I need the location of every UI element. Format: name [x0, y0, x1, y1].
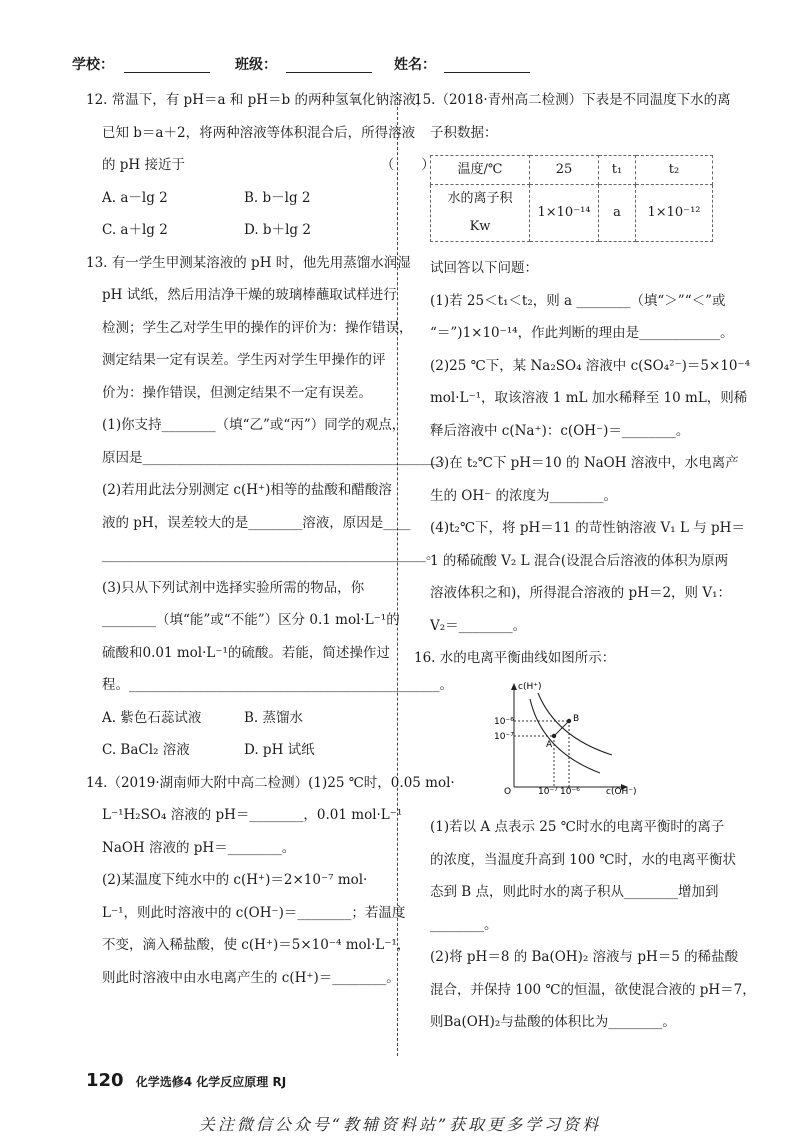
q16-line: (2)将 pH＝8 的 Ba(OH)₂ 溶液与 pH＝5 的稀盐酸 [430, 949, 739, 965]
table-cell: 温度/℃ [431, 156, 530, 185]
ionization-equilibrium-graph [494, 679, 644, 795]
y-tick-label: 10⁻⁶ [494, 716, 514, 727]
q12-line: 12. 常温下，有 pH＝a 和 pH＝b 的两种氢氧化钠溶液， [86, 92, 430, 108]
table-header-row [431, 156, 713, 185]
q14-line: L⁻¹H₂SO₄ 溶液的 pH＝________，0.01 mol·L⁻¹ [102, 807, 403, 823]
q15-line: 15.（2018·青州高二检测）下表是不同温度下水的离 [414, 92, 731, 108]
a-to-b-line [554, 721, 569, 736]
question-12 [86, 84, 435, 247]
q13-line: (1)你支持________（填“乙”或“丙”）同学的观点， [102, 417, 406, 433]
q13-option-d[interactable]: D. pH 试纸 [244, 742, 315, 758]
school-blank[interactable] [124, 72, 210, 73]
table-cell: t₂ [636, 156, 713, 185]
q14-line: NaOH 溶液的 pH＝________。 [102, 839, 296, 856]
q15-line: (1)若 25＜t₁＜t₂，则 a ________（填“＞”“＜”或 [430, 292, 726, 309]
q15-line: V₂＝________。 [430, 617, 527, 634]
y-tick-label: 10⁻⁷ [494, 731, 514, 742]
y-axis-arrow [511, 683, 517, 690]
q14-line: L⁻¹，则此时溶液中的 c(OH⁻)＝________；若温度 [102, 904, 406, 921]
q14-line: 则此时溶液中由水电离产生的 c(H⁺)＝________。 [102, 969, 400, 986]
q12-line: 已知 b＝a＋2，将两种溶液等体积混合后，所得溶液 [102, 124, 416, 141]
page-number: 120 [86, 1070, 124, 1091]
table-cell: 水的离子积 Kw [431, 185, 530, 242]
q15-line: (2)25 ℃下，某 Na₂SO₄ 溶液中 c(SO₄²⁻)＝5×10⁻⁴ [430, 357, 751, 374]
q15-line: 生的 OH⁻ 的浓度为________。 [430, 487, 618, 504]
q13-line: (3)只从下列试剂中选择实验所需的物品，你 [102, 579, 365, 596]
q12-option-b[interactable]: B. b－lg 2 [244, 189, 311, 206]
y-axis-label: c(H⁺) [518, 681, 542, 692]
q13-line: 价为：操作错误，但测定结果不一定有误差。 [102, 384, 372, 401]
q13-line: (2)若用此法分别测定 c(H⁺)相等的盐酸和醋酸溶 [102, 482, 392, 498]
q13-line: 13. 有一学生甲测某溶液的 pH 时，他先用蒸馏水润湿 [86, 254, 411, 271]
q12-line: 的 pH 接近于 （ ） [102, 157, 435, 173]
q16-line: 态到 B 点，则此时水的离子积从________增加到 [430, 884, 719, 900]
x-tick-label: 10⁻⁶ [560, 786, 580, 797]
table-row [431, 185, 713, 242]
origin-label: O [504, 786, 512, 797]
q13-line: 原因是____________________________________________。 [102, 449, 453, 466]
q16-intro: 16. 水的电离平衡曲线如图所示： [414, 650, 616, 666]
right-column [414, 84, 756, 1039]
school-label: 学校： [72, 57, 114, 73]
q14-line: 14.（2019·湖南师大附中高二检测）(1)25 ℃时，0.05 mol· [86, 774, 455, 791]
x-tick-label: 10⁻⁷ [538, 786, 558, 797]
q15-line: “＝”)1×10⁻¹⁴，作此判断的理由是____________。 [430, 325, 734, 341]
table-cell: 1×10⁻¹² [636, 185, 713, 242]
question-16 [414, 642, 756, 1039]
q13-line: 硫酸和0.01 mol·L⁻¹的硫酸。若能，简述操作过 [102, 644, 390, 661]
q15-line: mol·L⁻¹，取该溶液 1 mL 加水稀释至 10 mL，则稀 [430, 390, 748, 406]
footnote: 关注微信公众号“教辅资料站”获取更多学习资料 [198, 1115, 602, 1134]
q13-line: 程。______________________________________________。 [102, 677, 453, 693]
q15-line: 1 的稀硫酸 V₂ L 混合(设混合后溶液的体积为原两 [430, 552, 729, 569]
q15-line: (3)在 t₂℃下 pH＝10 的 NaOH 溶液中，水电离产 [430, 455, 739, 471]
left-column [86, 84, 455, 994]
class-label: 班级： [235, 57, 277, 73]
q13-line: pH 试纸，然后用洁净干燥的玻璃棒蘸取试样进行 [102, 287, 397, 303]
x-axis-label: c(OH⁻) [606, 786, 637, 797]
table-cell: 25 [530, 156, 599, 185]
header [72, 50, 752, 76]
q16-line: ________。 [430, 916, 498, 933]
ion-product-table [430, 155, 713, 242]
q15-line: (4)t₂℃下，将 pH＝11 的苛性钠溶液 V₁ L 与 pH＝ [430, 520, 745, 536]
q13-line: 测定结果一定有误差。学生丙对学生甲操作的评 [102, 352, 386, 368]
q16-line: (1)若以 A 点表示 25 ℃时水的电离平衡时的离子 [430, 819, 725, 835]
q14-line: 不变，滴入稀盐酸，使 c(H⁺)＝5×10⁻⁴ mol·L⁻¹， [102, 937, 411, 953]
q13-option-b[interactable]: B. 蒸馏水 [244, 709, 304, 726]
q15-line: 子积数据： [430, 124, 498, 141]
q13-line: 检测；学生乙对学生甲的操作的评价为：操作错误， [102, 319, 413, 336]
q15-line: 释后溶液中 c(Na⁺)：c(OH⁻)＝________。 [430, 422, 690, 439]
question-15 [414, 84, 751, 642]
q12-option-c[interactable]: C. a＋lg 2 [102, 222, 168, 238]
q13-option-a[interactable]: A. 紫色石蕊试液 [102, 709, 202, 726]
q13-line: ________________________________________________。 [102, 547, 440, 563]
table-cell: t₁ [599, 156, 636, 185]
q16-line: 的浓度，当温度升高到 100 ℃时，水的电离平衡状 [430, 851, 736, 868]
curve-25c [530, 699, 600, 773]
question-13 [86, 247, 453, 767]
q13-line: ________（填“能”或“不能”）区分 0.1 mol·L⁻¹的 [102, 612, 400, 628]
name-label: 姓名： [394, 57, 436, 73]
table-cell: a [599, 185, 636, 242]
q16-line: 混合，并保持 100 ℃的恒温，欲使混合液的 pH＝7， [430, 981, 756, 998]
q13-option-c[interactable]: C. BaCl₂ 溶液 [102, 742, 190, 758]
class-blank[interactable] [286, 72, 372, 73]
q16-line: 则Ba(OH)₂与盐酸的体积比为________。 [430, 1014, 676, 1030]
q15-line: 溶液体积之和)，所得混合溶液的 pH＝2，则 V₁： [430, 585, 732, 601]
q12-option-d[interactable]: D. b＋lg 2 [244, 222, 311, 238]
q12-option-a[interactable]: A. a－lg 2 [102, 189, 168, 206]
question-14 [86, 767, 455, 995]
point-b [567, 718, 571, 722]
page-footer [86, 1070, 286, 1091]
point-a [552, 733, 556, 737]
name-blank[interactable] [444, 72, 530, 73]
q15-line: 试回答以下问题： [430, 260, 538, 276]
point-b-label: B [573, 713, 580, 724]
book-title: 化学选修4 化学反应原理 RJ [135, 1075, 287, 1089]
table-cell: 1×10⁻¹⁴ [530, 185, 599, 242]
q14-line: (2)某温度下纯水中的 c(H⁺)＝2×10⁻⁷ mol· [102, 872, 368, 888]
q13-line: 液的 pH，误差较大的是________溶液，原因是____ [102, 514, 411, 531]
point-a-label: A [546, 739, 553, 750]
